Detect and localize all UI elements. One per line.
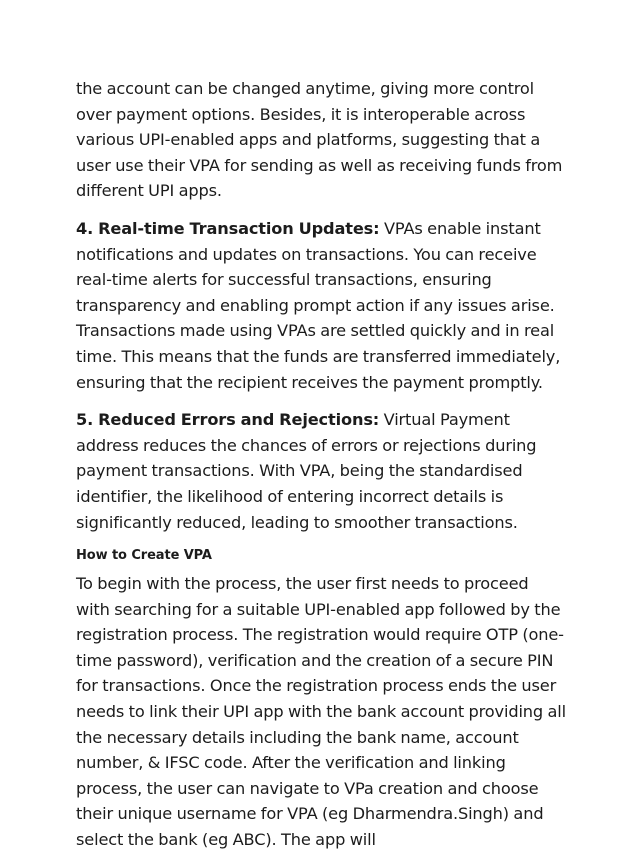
section-heading: How to Create VPA xyxy=(76,548,212,564)
section-body: To begin with the process, the user first needs to proceed with searching for a suitable UPI-enabled app followed by the registration process. The registration would require OTP (one-time password), verification and the creation of a secure PIN for transactions. Once the registration process ends the user needs to link their UPI app with the bank account providing all the necessary details including the bank name, account number, & IFSC code. After the verification and linking process, the user can navigate to VPa creation and choose their unique username for VPA (eg Dharmendra.Singh) and select the bank (eg ABC). The app will xyxy=(76,574,566,850)
point-5-body: Virtual Payment address reduces the chances of errors or rejections during payment transactions. With VPA, being the standardised identifier, the likelihood of entering incorrect details is significantly reduced, leading to smoother transactions. xyxy=(76,410,537,532)
point-5-paragraph xyxy=(76,407,566,535)
point-4-heading: 4. Real-time Transaction Updates: xyxy=(76,218,380,238)
intro-paragraph: the account can be changed anytime, giving more control over payment options. Besides, it is interoperable across various UPI-enabled apps and platforms, suggesting that a user use their VPA for sending as well as receiving funds from different UPI apps. xyxy=(76,79,563,201)
point-5-heading: 5. Reduced Errors and Rejections: xyxy=(76,410,380,430)
point-4-body: VPAs enable instant notifications and updates on transactions. You can receive real-time alerts for successful transactions, ensuring transparency and enabling prompt action if any issues arise. Transactions made using VPAs are settled quickly and in real time. This means that the funds are transferred immediately, ensuring that the recipient receives the payment promptly. xyxy=(76,218,561,392)
point-4-paragraph xyxy=(76,216,566,395)
